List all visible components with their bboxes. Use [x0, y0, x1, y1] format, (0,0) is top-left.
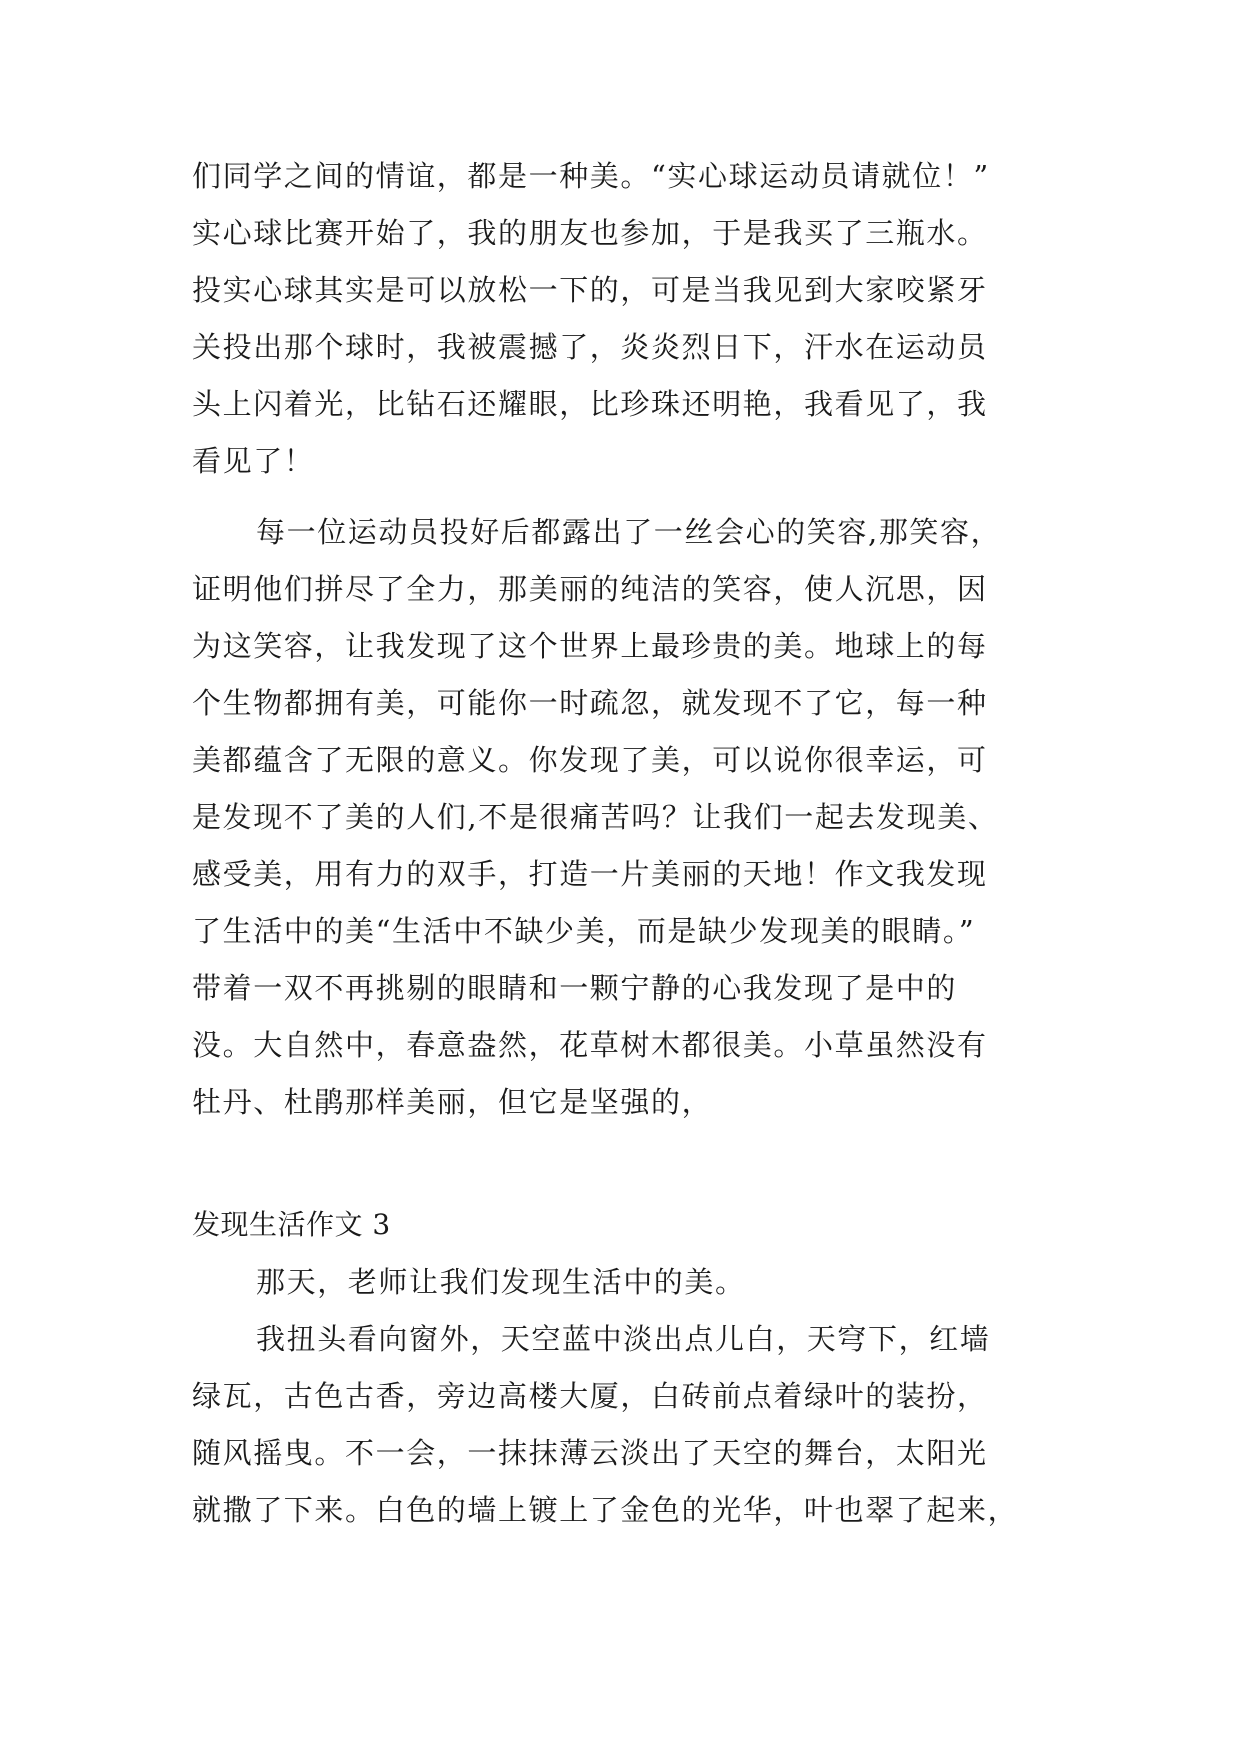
essay-line: 没。大自然中，春意盎然，花草树木都很美。小草虽然没有 [192, 1028, 988, 1062]
essay-line: 牡丹、杜鹃那样美丽，但它是坚强的， [192, 1085, 713, 1119]
essay-line: 是发现不了美的人们,不是很痛苦吗？让我们一起去发现美、 [192, 800, 999, 834]
essay-line: 们同学之间的情谊，都是一种美。“实心球运动员请就位！” [192, 159, 990, 193]
essay-line: 个生物都拥有美，可能你一时疏忽，就发现不了它，每一种 [192, 686, 988, 720]
essay-line: 证明他们拼尽了全力，那美丽的纯洁的笑容，使人沉思，因 [192, 572, 988, 606]
essay-line: 就撒了下来。白色的墙上镀上了金色的光华，叶也翠了起来， [192, 1493, 1019, 1527]
paragraph-first-line: 我扭头看向窗外，天空蓝中淡出点儿白，天穹下，红墙 [256, 1322, 991, 1356]
essay-line: 随风摇曳。不一会，一抹抹薄云淡出了天空的舞台，太阳光 [192, 1436, 988, 1470]
essay-line: 关投出那个球时，我被震撼了，炎炎烈日下，汗水在运动员 [192, 330, 988, 364]
essay-line: 看见了！ [192, 444, 315, 478]
essay-line: 实心球比赛开始了，我的朋友也参加，于是我买了三瓶水。 [192, 216, 988, 250]
paragraph-first-line: 每一位运动员投好后都露出了一丝会心的笑容,那笑容， [256, 515, 1002, 549]
essay-line: 带着一双不再挑剔的眼睛和一颗宁静的心我发现了是中的 [192, 971, 958, 1005]
essay-line: 美都蕴含了无限的意义。你发现了美，可以说你很幸运，可 [192, 743, 988, 777]
section-title: 发现生活作文 3 [192, 1208, 391, 1241]
essay-line: 感受美，用有力的双手，打造一片美丽的天地！作文我发现 [192, 857, 988, 891]
paragraph-first-line: 那天，老师让我们发现生活中的美。 [256, 1265, 746, 1299]
essay-line: 投实心球其实是可以放松一下的，可是当我见到大家咬紧牙 [192, 273, 988, 307]
essay-line: 头上闪着光，比钻石还耀眼，比珍珠还明艳，我看见了，我 [192, 387, 988, 421]
essay-line: 为这笑容，让我发现了这个世界上最珍贵的美。地球上的每 [192, 629, 988, 663]
essay-line: 绿瓦，古色古香，旁边高楼大厦，白砖前点着绿叶的装扮， [192, 1379, 988, 1413]
essay-line: 了生活中的美“生活中不缺少美，而是缺少发现美的眼睛。” [192, 914, 976, 948]
